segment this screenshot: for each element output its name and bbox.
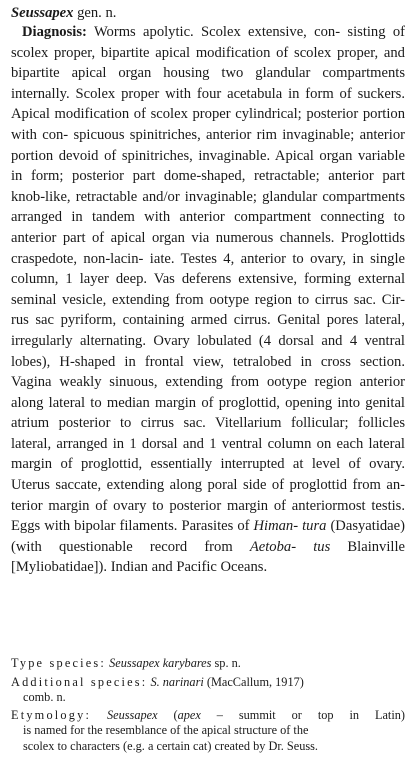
additional-species [11, 675, 405, 706]
diagnosis-line: lateral, irregularly alternating. Ovary lobulated (4 dorsal [11, 312, 405, 349]
diagnosis-line: compartment connecting to anterior part of apical organ [11, 209, 406, 246]
diagnosis-line: iate. Testes 4, anterior to ovary, in single column, 1 layer [11, 250, 405, 288]
diagnosis-line: anterior part knob-like, retractable and/or invaginable; [11, 168, 406, 205]
diagnosis-label: Diagnosis: [22, 24, 87, 40]
parasite-genus-name-cont: tura [302, 518, 327, 535]
diagnosis-line: proglottid, opening into genital atrium posterior to cirrus [11, 394, 405, 432]
diagnosis-section [11, 22, 405, 578]
diagnosis-line: via numerous channels. Proglottids craspedote, non-lacin- [11, 229, 405, 267]
type-species [11, 656, 405, 671]
diagnosis-line: variable in form; posterior part dome-shaped, retractable; [11, 147, 405, 185]
diagnosis-line: testis. Eggs with bipolar filaments. Parasites of [11, 497, 406, 535]
diagnosis-line: scolex proper, and bipartite apical organ housing two [11, 44, 405, 82]
type-species-name: Seussapex karybares [109, 656, 212, 670]
parasite-genus-name: Aetoba- [249, 538, 297, 555]
diagnosis-line: of scolex proper cylindrical; posterior portion with con- [11, 106, 406, 143]
genus-suffix: gen. n. [73, 5, 117, 21]
diagnosis-line: 1 dorsal and 1 ventral column on each lateral margin of [11, 435, 405, 473]
diagnosis-line: vesicle, extending from ootype region to cirrus sac. Cir- [62, 291, 405, 308]
diagnosis-line: four acetabula in form of suckers. Apical modification [11, 85, 405, 123]
etymology-genus-name: Seussapex [107, 708, 158, 722]
diagnosis-line: terior margin of ovary to posterior margin of anteriormost [11, 497, 366, 514]
etymology [11, 708, 405, 754]
parasite-genus-name-cont: tus [313, 538, 331, 555]
etymology-text: ( [157, 708, 178, 722]
diagnosis-line: spicuous spinitriches, anterior rim invaginable; anterior [73, 126, 405, 143]
etymology-line: is named for the resemblance of the apical structure of the [23, 723, 309, 738]
diagnosis-line: proglottid, essentially interrupted at level of ovary. Uterus [11, 456, 405, 494]
diagnosis-line: rus sac pyriform, containing armed cirrus. Genital pores [11, 312, 359, 329]
etymology-text: – summit or top in Latin) [200, 708, 406, 722]
diagnosis-paragraph [11, 22, 405, 578]
additional-species-label: Additional species: [11, 675, 148, 689]
diagnosis-line: ootype region anterior along lateral to median margin of [11, 374, 405, 411]
additional-species-name: S. narinari [150, 675, 204, 689]
diagnosis-line: (Dasyatidae) (with questionable record from [11, 518, 405, 555]
type-species-suffix: sp. n. [211, 656, 241, 670]
diagnosis-line: glandular compartments arranged in tandem with anterior [11, 188, 406, 226]
parasite-genus-name: Himan- [253, 518, 299, 535]
diagnosis-line: in cross section. Vagina weakly sinuous, extending from [11, 353, 405, 391]
diagnosis-line: sisting of scolex proper, bipartite apical modification of [11, 24, 405, 61]
additional-species-cont: comb. n. [23, 690, 66, 705]
diagnosis-line: Worms apolytic. Scolex extensive, con- [93, 24, 341, 40]
diagnosis-line: portion devoid of spinitriches, invaginable. Apical organ [11, 147, 353, 164]
etymology-label: Etymology: [11, 708, 92, 722]
additional-species-suffix: (MacCallum, 1917) [203, 675, 304, 689]
diagnosis-line: Blainville [Myliobatidae]). Indian and Pacific Oceans. [11, 538, 405, 576]
diagnosis-line: sac. Vitellarium follicular; follicles lateral, arranged in [11, 415, 405, 452]
type-species-label: Type species: [11, 656, 107, 670]
genus-name: Seussapex [11, 5, 74, 21]
diagnosis-line: deep. Vas deferens extensive, forming external seminal [11, 271, 405, 308]
etymology-line: scolex to characters (e.g. a certain cat) created by Dr. Seuss. [23, 738, 318, 753]
diagnosis-line: and 4 ventral lobes), H-shaped in frontal view, tetralobed [11, 332, 405, 370]
etymology-apex: apex [177, 708, 201, 722]
genus-heading [11, 4, 116, 22]
diagnosis-line: saccate, extending along poral side of proglottid from an- [55, 477, 405, 494]
diagnosis-line: glandular compartments internally. Scolex proper with [11, 65, 405, 102]
